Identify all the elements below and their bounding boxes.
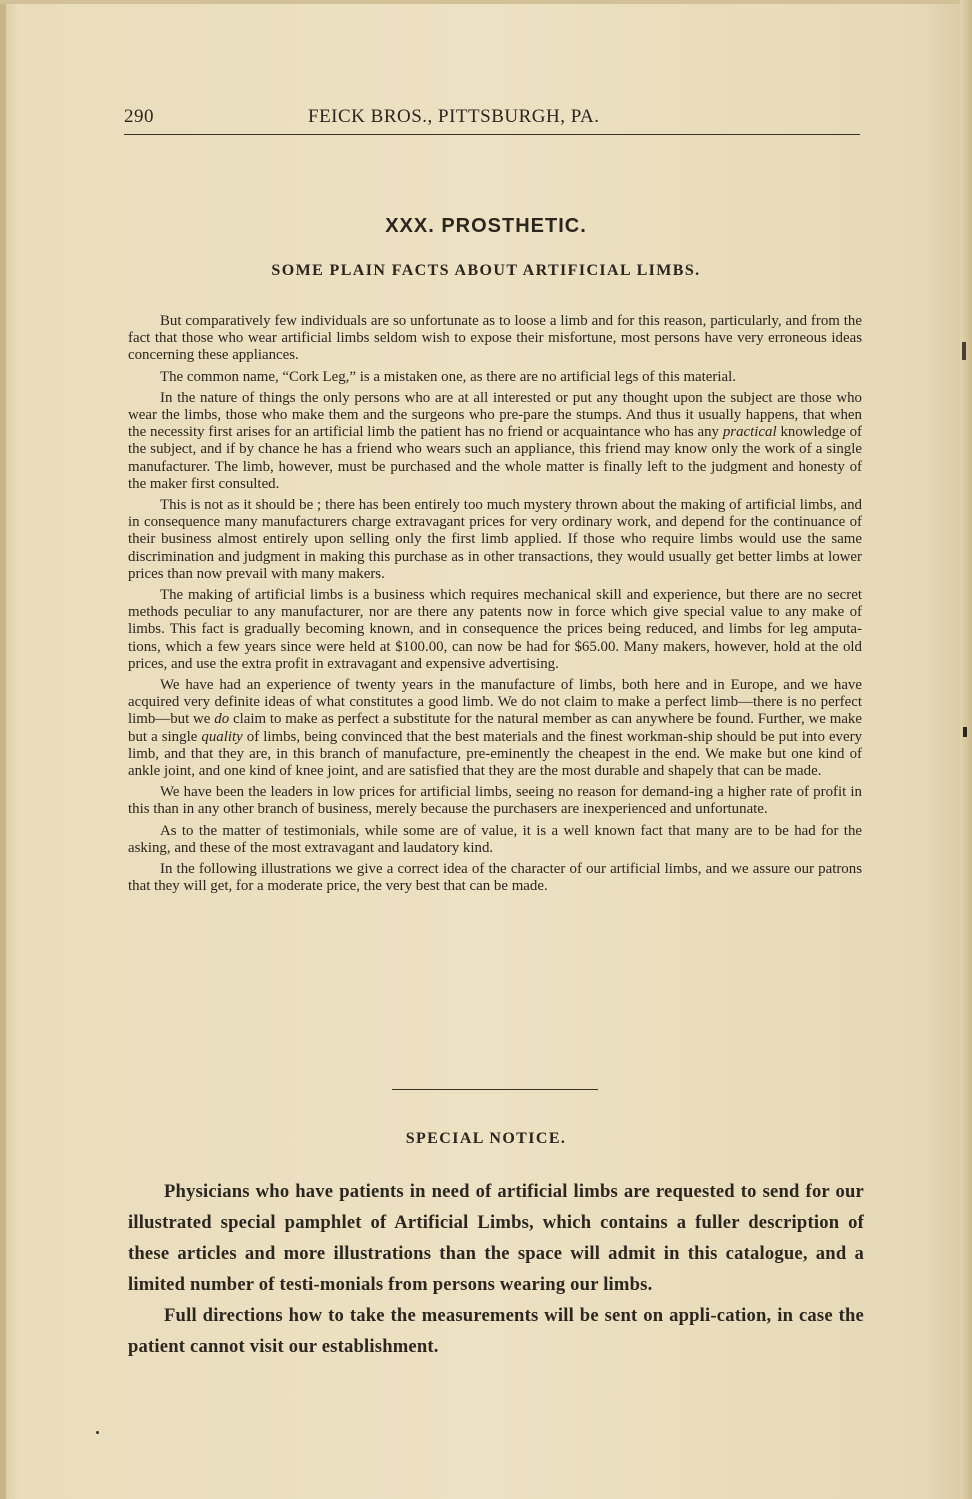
paragraph: This is not as it should be ; there has been entirely too much mystery thrown about the making of artificial limbs, and in consequence many manufacturers charge extravagant prices for very ordinary work, and depend for the continuance of their business almost entirely upon selling only the first limb applied. If those who require limbs would use the same discrimination and judgment in making this purchase as in other transactions, they would usually get better limbs at lower prices than now prevail with many makers. bbox=[128, 497, 862, 582]
emphasis: do bbox=[214, 711, 230, 728]
paragraph-text: claim to make as perfect a substitute for the natural member as can anywhere be found. Further, we make but a single bbox=[128, 711, 862, 745]
paragraph-text: In the nature of things the only persons who are at all interested or put any thought upon the subject are those who wear the limbs, those who make them and the surgeons who pre-pare the stumps. And thus it usually happens, that when the necessity first arises for an artificial limb the patient has no friend or acquaintance who has any bbox=[128, 389, 862, 441]
section-title: SOME PLAIN FACTS ABOUT ARTIFICIAL LIMBS. bbox=[271, 262, 701, 279]
paragraph: The making of artificial limbs is a business which requires mechanical skill and experience, but there are no secret methods peculiar to any manufacturer, nor are there any patents now in force which give special value to any make of limbs. This fact is gradually becoming known, and in consequence the prices being reduced, and limbs for leg amputa-tions, which a few years since were held at $100.00, can now be had for $65.00. Many makers, however, hold at the old prices, and use the extra profit in extravagant and expensive advertising. bbox=[128, 587, 862, 672]
chapter-title: XXX. PROSTHETIC. bbox=[385, 215, 587, 237]
paragraph-text: knowledge of the subject, and if by chance he has a friend who wears such an appliance, this friend may know only the work of a single manufacturer. The limb, however, must be purchased and the whole matter is finally left to the judgment and honesty of the maker first consulted. bbox=[128, 424, 863, 492]
emphasis: practical bbox=[722, 424, 777, 441]
page-number: 290 bbox=[124, 106, 154, 127]
paragraph bbox=[128, 677, 862, 780]
paragraph: But comparatively few individuals are so unfortunate as to loose a limb and for this reason, particularly, and from the fact that those who wear artificial limbs seldom wish to expose their misfortune, most persons have very erroneous ideas concerning these appliances. bbox=[128, 313, 862, 364]
section-divider bbox=[392, 1089, 598, 1090]
paragraph bbox=[128, 390, 862, 493]
running-header bbox=[124, 106, 858, 136]
emphasis: quality bbox=[201, 728, 243, 745]
notice-paragraph: Full directions how to take the measurements will be sent on appli-cation, in case the patient cannot visit our establishment. bbox=[128, 1305, 864, 1357]
margin-mark bbox=[963, 727, 967, 737]
paragraph-text: We have had an experience of twenty years in the manufacture of limbs, both here and in Europe, and we have acquired very definite ideas of what constitutes a good limb. We do not claim to make a perfect limb—there is no perfect limb—but we bbox=[128, 677, 862, 728]
running-title: FEICK BROS., PITTSBURGH, PA. bbox=[308, 106, 600, 127]
notice-paragraph: Physicians who have patients in need of artificial limbs are requested to send for our illustrated special pamphlet of Artificial Limbs, which contains a fuller description of these articles and more illustrations than the space will admit in this catalogue, and a limited number of testi-monials from persons wearing our limbs. bbox=[128, 1181, 864, 1295]
header-rule bbox=[124, 134, 860, 135]
article-body bbox=[128, 313, 862, 900]
paragraph: The common name, “Cork Leg,” is a mistaken one, as there are no artificial legs of this material. bbox=[160, 368, 736, 385]
ink-speck bbox=[96, 1431, 99, 1434]
paragraph: In the following illustrations we give a correct idea of the character of our artificial limbs, and we assure our patrons that they will get, for a moderate price, the very best that can be made. bbox=[128, 861, 862, 895]
notice-body bbox=[128, 1176, 864, 1362]
paragraph-text: of limbs, being convinced that the best materials and the finest workman-ship should be put into every limb, and that they are, in this branch of manufacture, pre-eminently the cheapest in the end. We make but one kind of ankle joint, and one kind of knee joint, and are satisfied that they are the most durable and shapely that can be made. bbox=[128, 728, 863, 780]
paragraph: We have been the leaders in low prices for artificial limbs, seeing no reason for demand-ing a higher rate of profit in this than in any other branch of business, merely because the purchasers are inexperienced and unfortunate. bbox=[128, 784, 862, 818]
paragraph: As to the matter of testimonials, while some are of value, it is a well known fact that many are to be had for the asking, and these of the most extravagant and laudatory kind. bbox=[128, 822, 862, 856]
margin-mark bbox=[962, 342, 966, 360]
notice-title: SPECIAL NOTICE. bbox=[405, 1130, 567, 1147]
page-edge-top bbox=[0, 0, 972, 4]
